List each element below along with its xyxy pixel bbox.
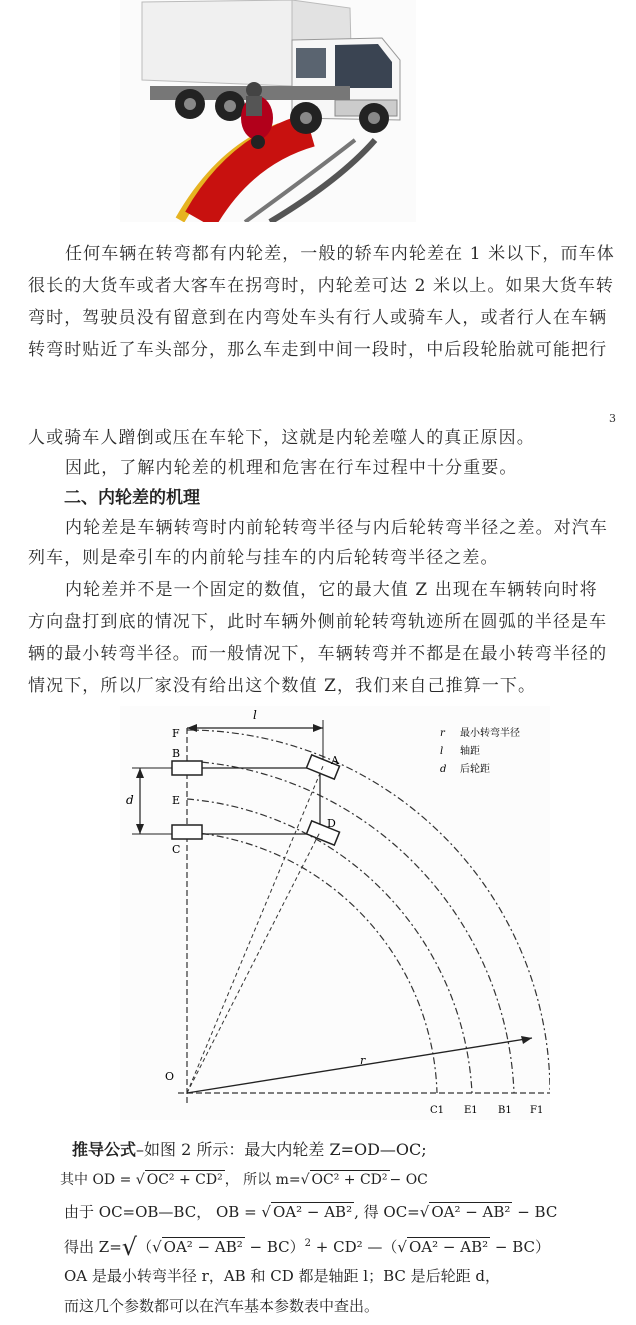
formula-text: , 得 OC= — [354, 1203, 420, 1221]
paragraph-line: 方向盘打到底的情况下，此时车辆外侧前轮转弯轨迹所在圆弧的半径是车 — [28, 612, 608, 632]
formula-text: − BC — [512, 1203, 558, 1221]
label-o: O — [165, 1070, 175, 1083]
formula-title: 推导公式 — [72, 1140, 137, 1159]
label-d-track: d — [126, 793, 134, 807]
turning-radius-diagram-svg — [120, 706, 550, 1120]
label-l: l — [253, 708, 257, 722]
label-d: D — [327, 817, 336, 830]
label-c: C — [172, 843, 181, 856]
legend-sym-l: l — [440, 746, 444, 757]
paragraph-line: 内轮差是车辆转弯时内前轮转弯半径与内后轮转弯半径之差。对汽车 — [65, 518, 608, 538]
paragraph-line: 转弯时贴近了车头部分，那么车走到中间一段时，中后段轮胎就可能把行 — [28, 340, 608, 360]
paragraph-line: 辆的最小转弯半径。而一般情况下，车辆转弯并不都是在最小转弯半径的 — [28, 644, 608, 664]
formula-text: 其中 OD = — [60, 1172, 136, 1188]
formula-line-5: OA 是最小转弯半径 r，AB 和 CD 都是轴距 l；BC 是后轮距 d， — [64, 1267, 500, 1285]
formula-superscript: 2 — [304, 1238, 312, 1249]
paragraph-line: 弯时，驾驶员没有留意到在内弯处车头有行人或骑车人，或者行人在车辆 — [28, 308, 608, 328]
page-number: 3 — [609, 412, 616, 425]
paragraph-line: 列车，则是牵引车的内前轮与挂车的内后轮转弯半径之差。 — [28, 548, 499, 568]
sqrt-term: OA² − AB² — [272, 1203, 353, 1221]
paragraph-line: 很长的大货车或者大客车在拐弯时，内轮差可达 2 米以上。如果大货车转 — [28, 276, 615, 296]
formula-line-1 — [72, 1136, 427, 1164]
formula-text: 得出 Z= — [64, 1238, 122, 1256]
truck-illustration-graphic — [120, 0, 416, 222]
label-b: B — [172, 747, 181, 760]
sqrt-term: OA² − AB² — [408, 1238, 489, 1256]
rear-wheel-c — [172, 825, 202, 839]
sqrt-term: OC² + CD² — [311, 1172, 388, 1188]
paragraph-line: 情况下，所以厂家没有给出这个数值 Z，我们来自己推算一下。 — [28, 676, 537, 696]
legend-text-l: 轴距 — [460, 746, 480, 757]
formula-line-6: 而这几个参数都可以在汽车基本参数表中查出。 — [64, 1297, 380, 1315]
legend-sym-d: d — [440, 764, 447, 775]
formula-text: − OC — [389, 1172, 428, 1188]
formula-text: + CD² —（ — [311, 1238, 398, 1256]
label-f1: F1 — [530, 1105, 544, 1116]
label-c1: C1 — [430, 1105, 445, 1116]
label-r: r — [360, 1054, 366, 1067]
formula-text: 由于 OC=OB—BC， OB = — [64, 1203, 262, 1221]
sqrt-term: OC² + CD² — [146, 1172, 223, 1188]
rear-wheel-b — [172, 761, 202, 775]
label-e1: E1 — [464, 1105, 478, 1116]
legend-text-d: 后轮距 — [460, 764, 490, 775]
label-f: F — [172, 727, 180, 740]
formula-text: − BC） — [490, 1238, 550, 1256]
formula-text: ， 所以 m= — [224, 1172, 301, 1188]
paragraph-line: 任何车辆在转弯都有内轮差，一般的轿车内轮差在 1 米以下，而车体 — [65, 244, 615, 264]
formula-text: − BC） — [244, 1238, 305, 1256]
paragraph-line: 因此，了解内轮差的机理和危害在行车过程中十分重要。 — [65, 458, 518, 478]
label-a: A — [331, 754, 339, 767]
turning-radius-diagram — [120, 706, 550, 1120]
sqrt-term: OA² − AB² — [431, 1203, 511, 1221]
formula-line-4: 得出 Z=√（√ OA² − AB² − BC）$^2$ + CD² —（√ OA² − AB² − BC） — [64, 1233, 550, 1261]
sqrt-term: OA² − AB² — [163, 1238, 243, 1256]
label-e: E — [172, 794, 181, 807]
formula-text: （ — [137, 1238, 153, 1256]
truck-illustration — [120, 0, 416, 222]
legend-text-r: 最小转弯半径 — [460, 728, 520, 739]
formula-text: –如图 2 所示：最大内轮差 Z=OD—OC; — [136, 1140, 427, 1159]
formula-line-2: 其中 OD = √ OC² + CD² ， 所以 m=√ OC² + CD² − OC — [60, 1172, 428, 1188]
paragraph-line: 人或骑车人蹭倒或压在车轮下，这就是内轮差噬人的真正原因。 — [28, 428, 535, 448]
formula-line-3: 由于 OC=OB—BC， OB = √ OA² − AB² , 得 OC=√ OA² − AB² − BC — [64, 1203, 558, 1221]
paragraph-line: 内轮差并不是一个固定的数值，它的最大值 Z 出现在车辆转向时将 — [65, 580, 598, 600]
section-heading: 二、内轮差的机理 — [64, 488, 200, 508]
label-b1: B1 — [498, 1105, 512, 1116]
legend-sym-r: r — [440, 728, 445, 739]
